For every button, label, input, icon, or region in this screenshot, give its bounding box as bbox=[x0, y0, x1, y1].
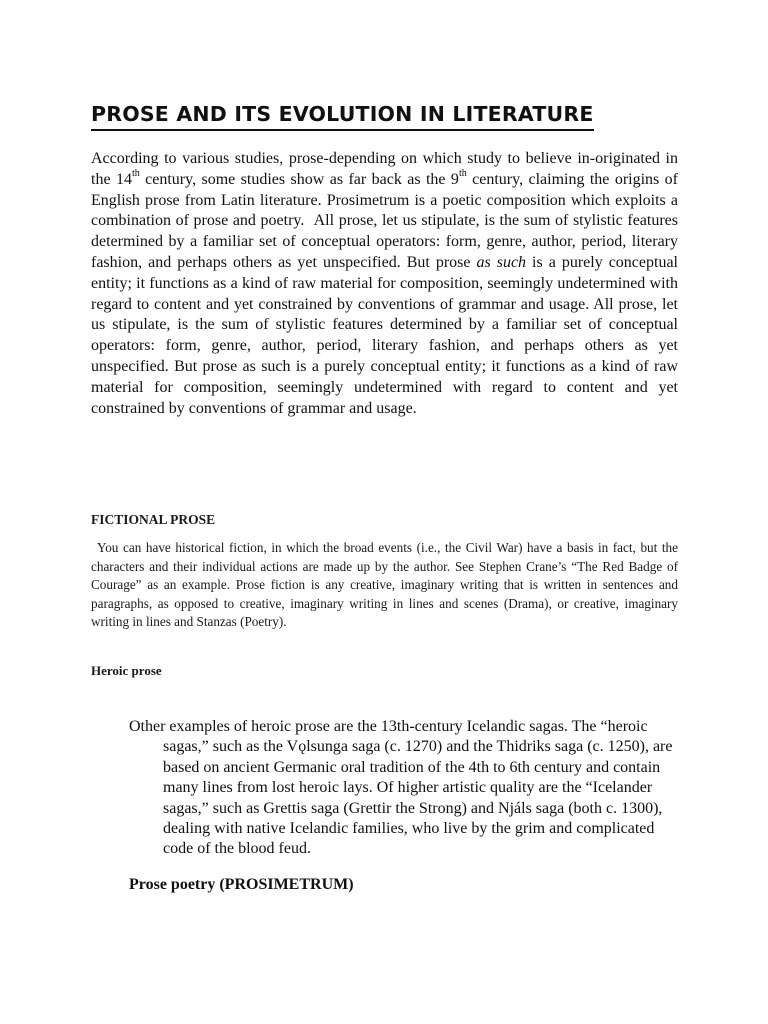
document-title: PROSE AND ITS EVOLUTION IN LITERATURE bbox=[91, 100, 594, 131]
fictional-prose-heading: FICTIONAL PROSE bbox=[91, 512, 216, 527]
heroic-prose-paragraph: Other examples of heroic prose are the 13th-century Icelandic sagas. The “heroic sagas,” such as the Vǫlsunga saga (c. 1270) and the Thidriks saga (c. 1250), are based on ancient Germanic oral tradition of the 4th to 6th century and contain many lines from lost heroic lays. Of higher artistic quality are the “Icelander sagas,” such as Grettis saga (Grettir the Strong) and Njáls saga (both c. 1300), dealing with native Icelandic families, who live by the grim and complicated code of the blood feud. bbox=[129, 718, 673, 858]
intro-text-part-2: century, some studies show as far back as the 9 bbox=[139, 170, 459, 188]
fictional-prose-paragraph: You can have historical fiction, in which the broad events (i.e., the Civil War) have a basis in fact, but the characters and their individual actions are made up by the author. See Stephen Crane’s “The Red Badge of Courage” as an example. Prose fiction is any creative, imaginary writing that is written in sentences and paragraphs, as opposed to creative, imaginary writing in lines and scenes (Drama), or creative, imaginary writing in lines and Stanzas (Poetry). bbox=[91, 540, 678, 630]
intro-text-part-1: According to various studies, prose-depending on which study to believe in-originated in the 14 bbox=[91, 150, 678, 188]
intro-text-part-4: is a purely conceptual entity; it functions as a kind of raw material for composition, seemingly undetermined with regard to content and yet constrained by conventions of grammar and usage. All prose, let us stipulate, is the sum of stylistic features determined by a familiar set of conceptual operators: form, genre, author, period, literary fashion, and perhaps others as yet unspecified. But prose as such is a purely conceptual entity; it functions as a kind of raw material for composition, seemingly undetermined with regard to content and yet constrained by conventions of grammar and usage. bbox=[91, 253, 678, 417]
ordinal-superscript-2: th bbox=[458, 168, 467, 180]
ordinal-superscript-1: th bbox=[131, 168, 140, 180]
intro-emphasis: as such bbox=[476, 253, 527, 271]
prose-poetry-heading: Prose poetry (PROSIMETRUM) bbox=[129, 876, 354, 893]
intro-text-part-3: century, claiming the origins of English prose from Latin literature. Prosimetrum is a poetic composition which exploits a combination of prose and poetry. All prose, let us stipulate, is the sum of stylistic features determined by a familiar set of conceptual operators: form, genre, author, period, literary fashion, and perhaps others as yet unspecified. But prose bbox=[91, 170, 679, 271]
intro-paragraph bbox=[91, 149, 678, 419]
heroic-prose-heading: Heroic prose bbox=[91, 663, 162, 678]
